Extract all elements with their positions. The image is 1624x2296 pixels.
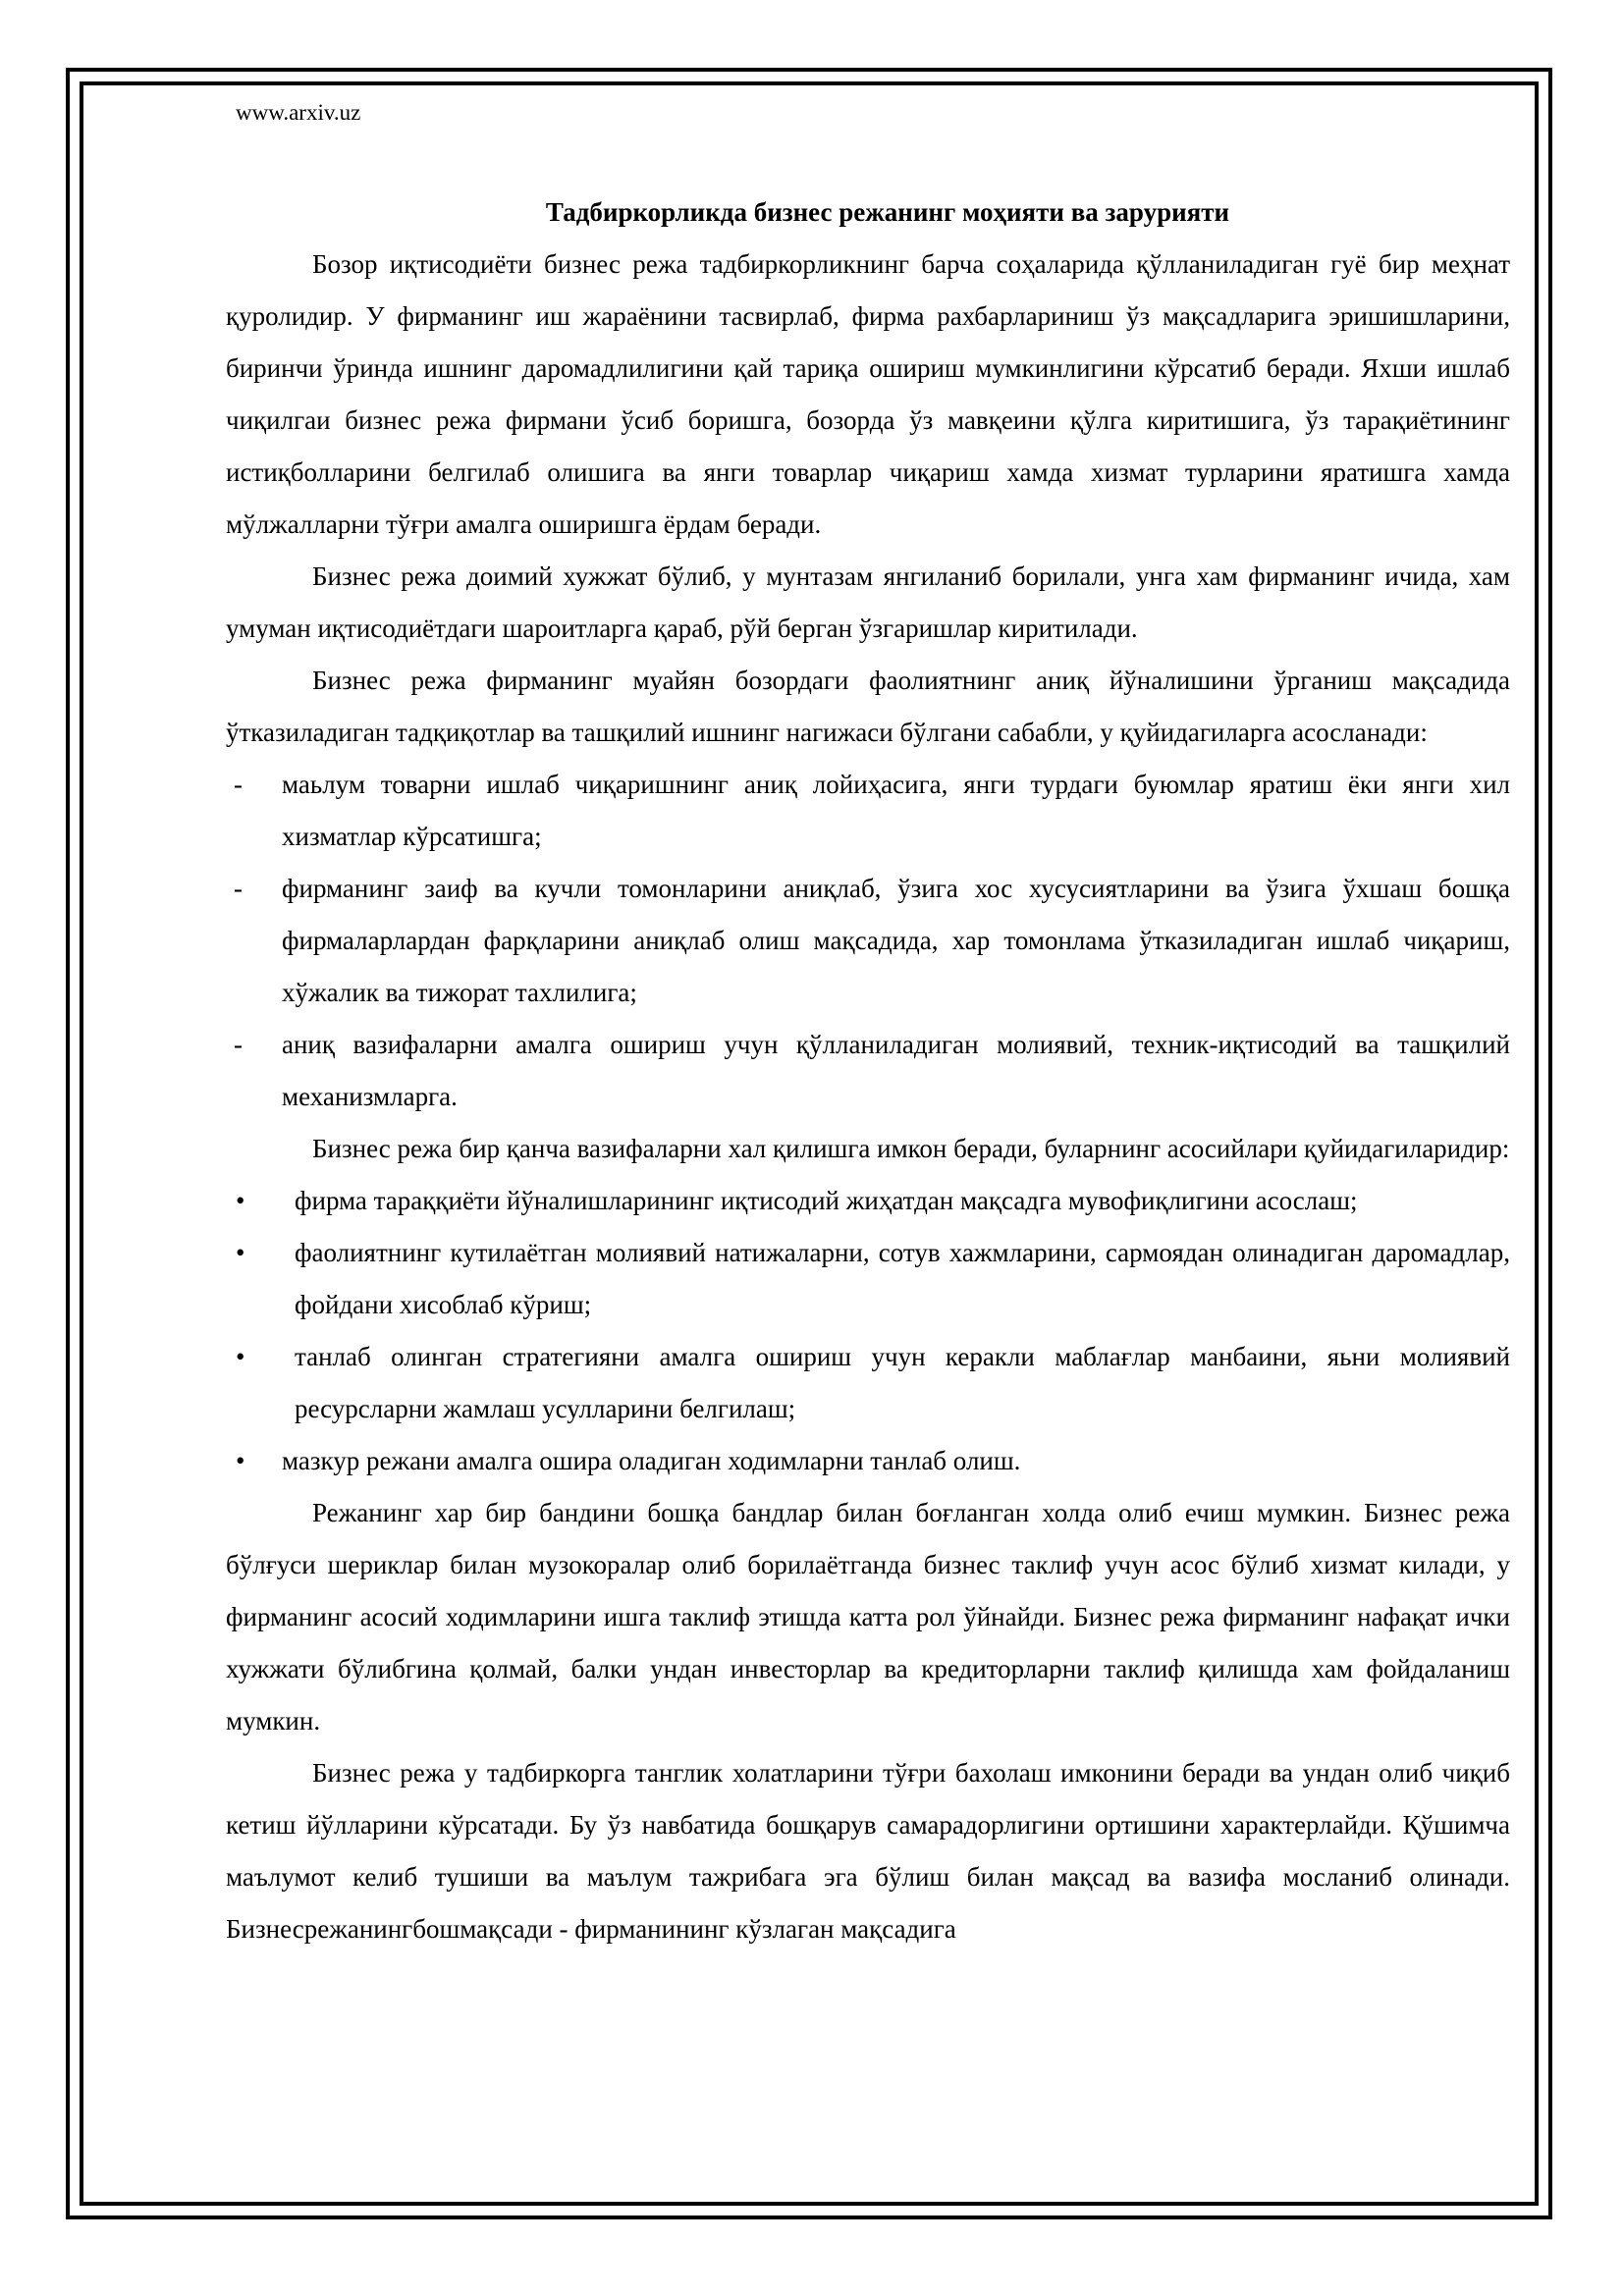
bullet-marker: • [236,1446,245,1475]
dash-list-item [226,759,1510,863]
dash-marker: - [234,770,243,799]
paragraph-1: Бозор иқтисодиёти бизнес режа тадбиркорликнинг барча соҳаларида қўлланиладиган гуё бир меҳнат қуролидир. У фирманинг иш жараёнини тасвирлаб, фирма рахбарлариниш ўз мақсадларига эришишларини, биринчи ўринда ишнинг даромадлилигини қай тариқа ошириш мумкинлигини кўрсатиб беради. Яхши ишлаб чиқилгаи бизнес режа фирмани ўсиб боришга, бозорда ўз мавқеини қўлга киритишига, ўз тарақиётининг истиқболларини белгилаб олишига ва янги товарлар чиқариш хамда хизмат турларини яратишга хамда мўлжалларни тўғри амалга оширишга ёрдам беради. [226,249,1510,539]
paragraph-2: Бизнес режа доимий хужжат бўлиб, у мунтазам янгиланиб борилали, унга хам фирманинг ичида, хам умуман иқтисодиётдаги шароитларга қараб, рўй берган ўзгаришлар киритилади. [226,561,1510,643]
dash-marker: - [234,874,243,903]
bullet-list-item [226,1435,1510,1487]
dash-item-text: фирманинг заиф ва кучли томонларини аниқлаб, ўзига хос хусусиятларини ва ўзига ўхшаш бошқа фирмаларлардан фарқларини аниқлаб олиш мақсадида, хар томонлама ўтказиладиган ишлаб чиқариш, хўжалик ва тижорат тахлилига; [282,874,1510,1007]
bullet-marker: • [236,1186,245,1215]
dash-marker: - [234,1030,243,1059]
dash-list-item [226,863,1510,1019]
bullet-list-item [226,1227,1510,1331]
bullet-list-item [226,1331,1510,1435]
bullet-item-text: фаолиятнинг кутилаётган молиявий натижаларни, сотув хажмларини, сармоядан олинадиган даромадлар, фойдани хисоблаб кўриш; [295,1238,1510,1319]
bullet-marker: • [236,1342,245,1371]
dash-list [226,759,1510,1123]
dash-item-text: маьлум товарни ишлаб чиқаришнинг аниқ лойиҳасига, янги турдаги буюмлар яратиш ёки янги хил хизматлар кўрсатишга; [282,770,1510,851]
bullet-item-text: мазкур режани амалга ошира оладиган ходимларни танлаб олиш. [282,1446,1021,1475]
site-url: www.arxiv.uz [236,100,361,125]
document-title: Тадбиркорликда бизнес режанинг моҳияти ва зарурияти [545,197,1230,227]
document-body [226,187,1510,1955]
bullet-list [226,1175,1510,1487]
bullet-item-text: танлаб олинган стратегияни амалга ошириш учун керакли маблағлар манбаини, яьни молиявий ресурсларни жамлаш усулларини белгилаш; [295,1342,1510,1423]
paragraph-5: Режанинг хар бир бандини бошқа бандлар билан боғланган холда олиб ечиш мумкин. Бизнес режа бўлғуси шериклар билан музокоралар олиб борилаётганда бизнес таклиф учун асос бўлиб хизмат килади, у фирманинг асосий ходимларини ишга таклиф этишда катта рол ўйнайди. Бизнес режа фирманинг нафақат ички хужжати бўлибгина қолмай, балки ундан инвесторлар ва кредиторларни таклиф қилишда хам фойдаланиш мумкин. [226,1498,1510,1735]
paragraph-4: Бизнес режа бир қанча вазифаларни хал қилишга имкон беради, буларнинг асосийлари қуйидагиларидир: [312,1134,1510,1163]
bullet-marker: • [236,1238,245,1267]
paragraph-3: Бизнес режа фирманинг муайян бозордаги фаолиятнинг аниқ йўналишини ўрганиш мақсадида ўтказиладиган тадқиқотлар ва ташқилий ишнинг нагижаси бўлгани сабабли, у қуйидагиларга асосланади: [226,666,1510,747]
bullet-item-text: фирма тараққиёти йўналишларининг иқтисодий жиҳатдан мақсадга мувофиқлигини асослаш; [295,1186,1358,1215]
paragraph-6: Бизнес режа у тадбиркорга танглик холатларини тўғри бахолаш имконини беради ва ундан олиб чиқиб кетиш йўлларини кўрсатади. Бу ўз навбатида бошқарув самарадорлигини ортишини характерлайди. Қўшимча маълумот келиб тушиши ва маълум тажрибага эга бўлиш билан мақсад ва вазифа мосланиб олинади. Бизнесрежанингбошмақсади - фирманининг кўзлаган мақсадига [226,1758,1510,1944]
dash-item-text: аниқ вазифаларни амалга ошириш учун қўлланиладиган молиявий, техник-иқтисодий ва ташқилий механизмларга. [282,1030,1510,1111]
dash-list-item [226,1019,1510,1123]
bullet-list-item [226,1175,1510,1227]
